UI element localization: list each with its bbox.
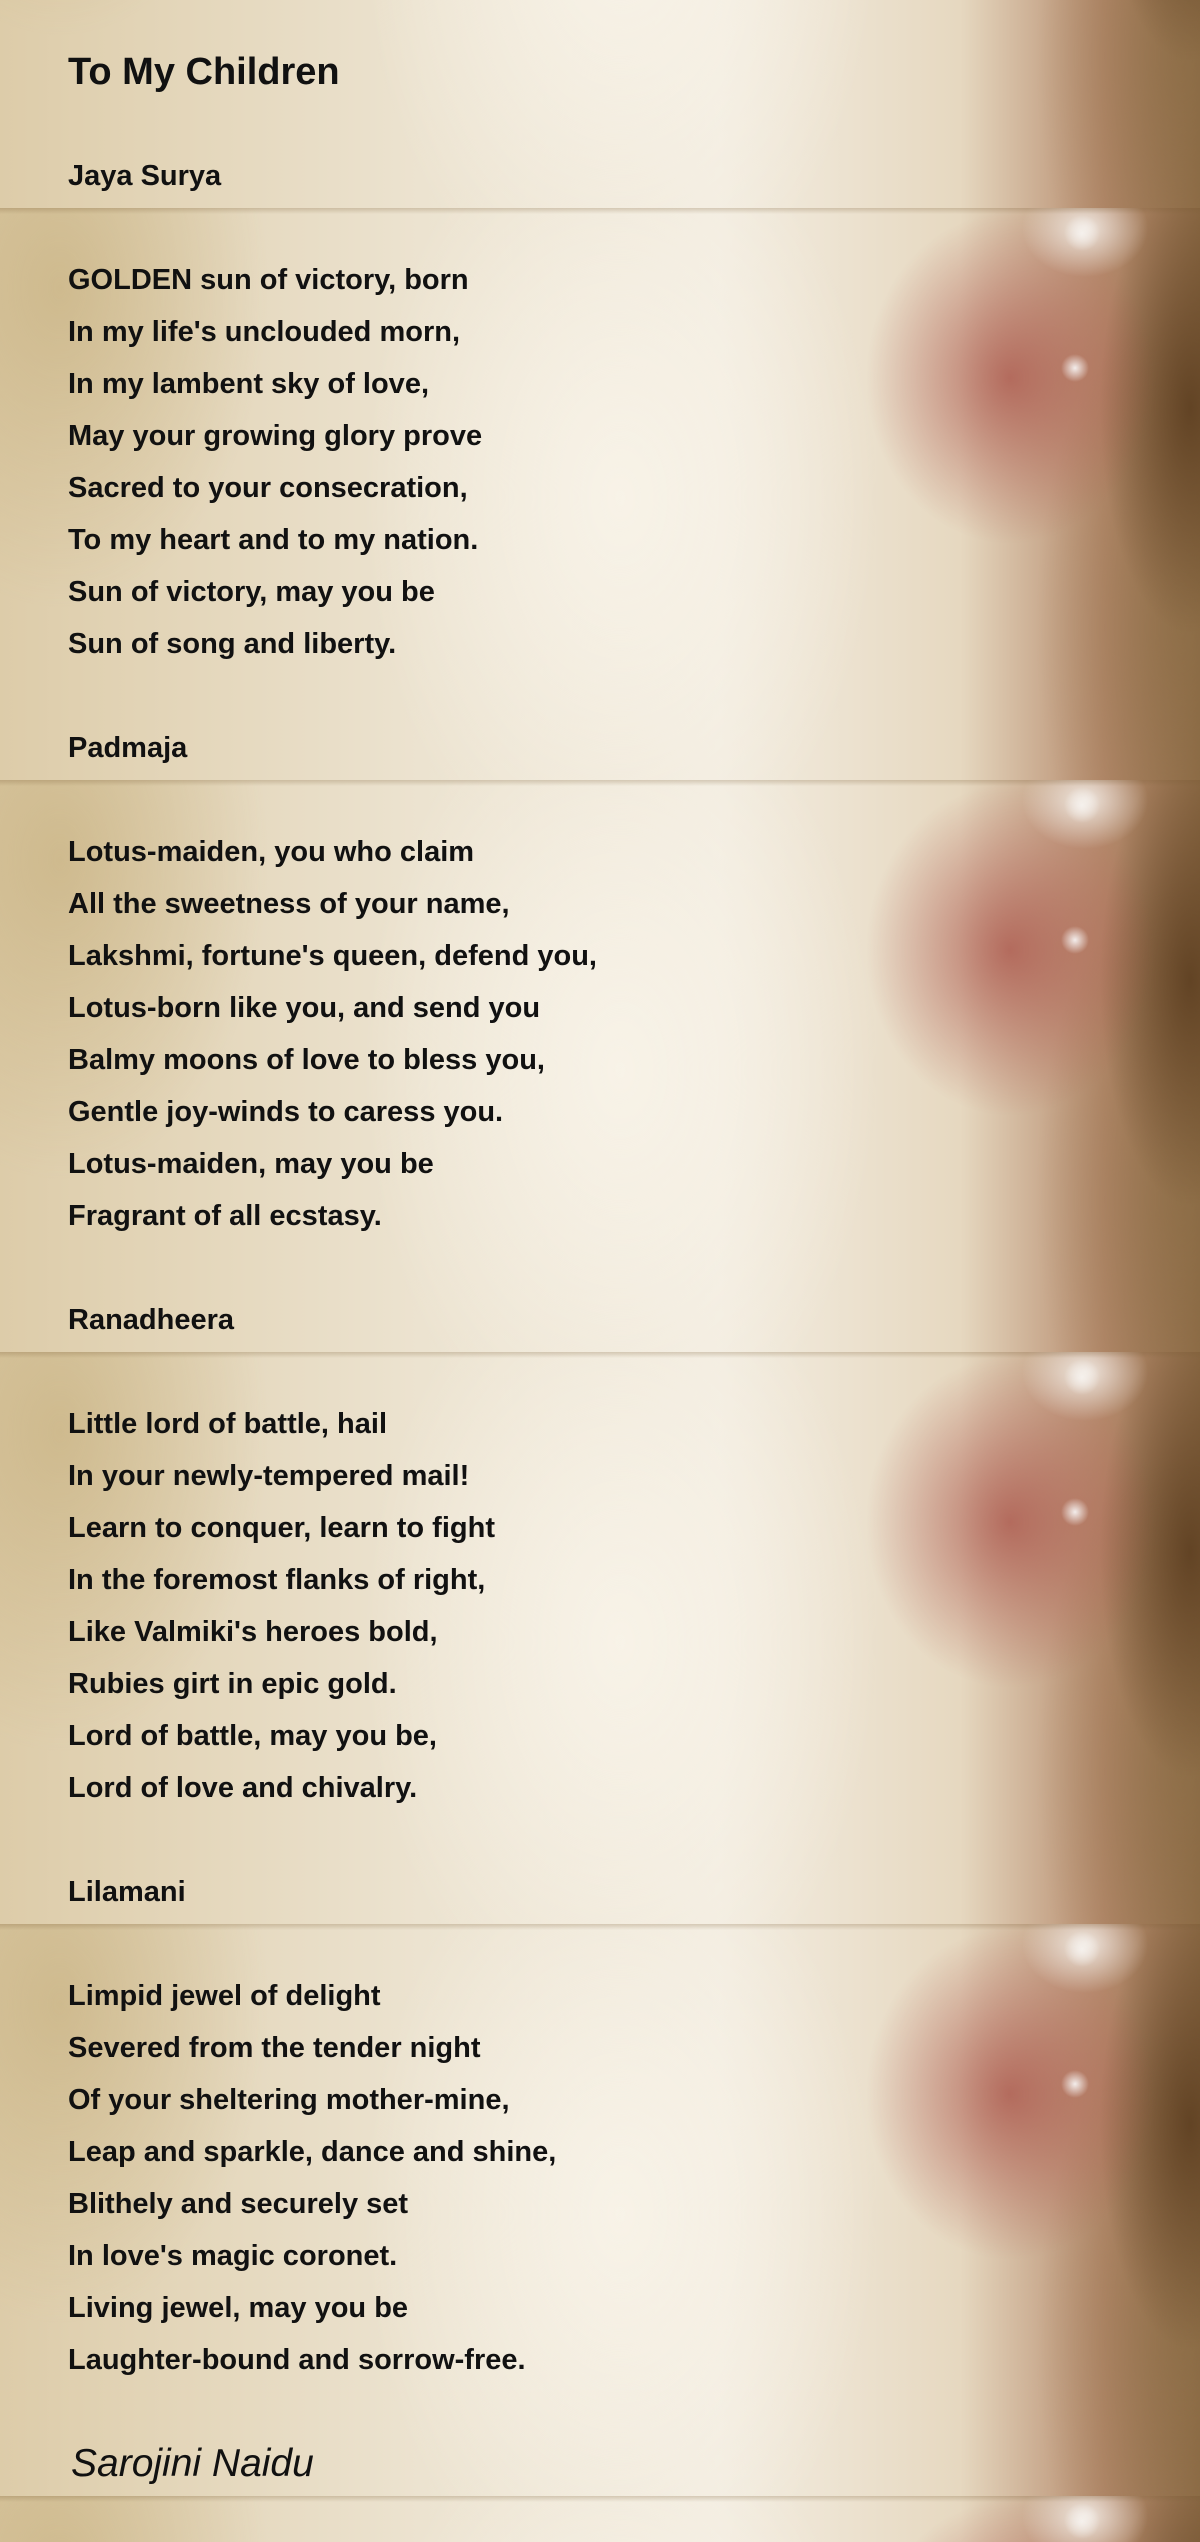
poem-sections	[68, 150, 968, 2386]
spacer	[68, 1814, 968, 1866]
poem-title: To My Children	[68, 51, 340, 93]
poem-line: Leap and sparkle, dance and shine,	[68, 2136, 557, 2168]
poem-section	[68, 722, 968, 1294]
poem-line: Gentle joy-winds to caress you.	[68, 1096, 504, 1128]
poem-section	[68, 1294, 968, 1866]
poem-line: Lakshmi, fortune's queen, defend you,	[68, 940, 597, 972]
poem-line: All the sweetness of your name,	[68, 888, 510, 920]
poem	[68, 46, 968, 2490]
poem-line: Like Valmiki's heroes bold,	[68, 1616, 438, 1648]
poem-line: May your growing glory prove	[68, 420, 483, 452]
spacer	[68, 1918, 968, 1970]
poem-line: In the foremost flanks of right,	[68, 1564, 486, 1596]
poem-line: In my lambent sky of love,	[68, 368, 429, 400]
poem-line: In love's magic coronet.	[68, 2240, 398, 2272]
poem-line: Of your sheltering mother-mine,	[68, 2084, 510, 2116]
poem-line: Sacred to your consecration,	[68, 472, 468, 504]
poem-line: Severed from the tender night	[68, 2032, 481, 2064]
poem-line: Little lord of battle, hail	[68, 1408, 387, 1440]
poem-line: Lotus-maiden, you who claim	[68, 836, 475, 868]
poem-line: In my life's unclouded morn,	[68, 316, 460, 348]
poem-section	[68, 1866, 968, 2386]
section-heading: Jaya Surya	[68, 160, 222, 192]
spacer	[68, 1242, 968, 1294]
spacer	[68, 202, 968, 254]
poem-line: GOLDEN sun of victory, born	[68, 264, 469, 296]
poem-line: Fragrant of all ecstasy.	[68, 1200, 382, 1232]
poem-line: In your newly-tempered mail!	[68, 1460, 470, 1492]
spacer	[68, 2386, 968, 2438]
poem-line: Lord of love and chivalry.	[68, 1772, 418, 1804]
poem-line: Learn to conquer, learn to fight	[68, 1512, 495, 1544]
spacer	[68, 774, 968, 826]
poem-line: Sun of victory, may you be	[68, 576, 435, 608]
poem-line: Lotus-maiden, may you be	[68, 1148, 434, 1180]
poem-line: Lord of battle, may you be,	[68, 1720, 437, 1752]
poem-section	[68, 150, 968, 722]
poem-line: Limpid jewel of delight	[68, 1980, 381, 2012]
poem-line: Living jewel, may you be	[68, 2292, 409, 2324]
section-heading: Ranadheera	[68, 1304, 235, 1336]
poem-author: Sarojini Naidu	[71, 2442, 314, 2485]
poem-line: Balmy moons of love to bless you,	[68, 1044, 545, 1076]
section-heading: Lilamani	[68, 1876, 186, 1908]
spacer	[68, 670, 968, 722]
section-heading: Padmaja	[68, 732, 188, 764]
poem-line: To my heart and to my nation.	[68, 524, 479, 556]
spacer	[68, 1346, 968, 1398]
poem-line: Blithely and securely set	[68, 2188, 409, 2220]
poem-line: Rubies girt in epic gold.	[68, 1668, 397, 1700]
poem-line: Lotus-born like you, and send you	[68, 992, 541, 1024]
poem-line: Sun of song and liberty.	[68, 628, 397, 660]
spacer	[68, 98, 968, 150]
poem-line: Laughter-bound and sorrow-free.	[68, 2344, 526, 2376]
